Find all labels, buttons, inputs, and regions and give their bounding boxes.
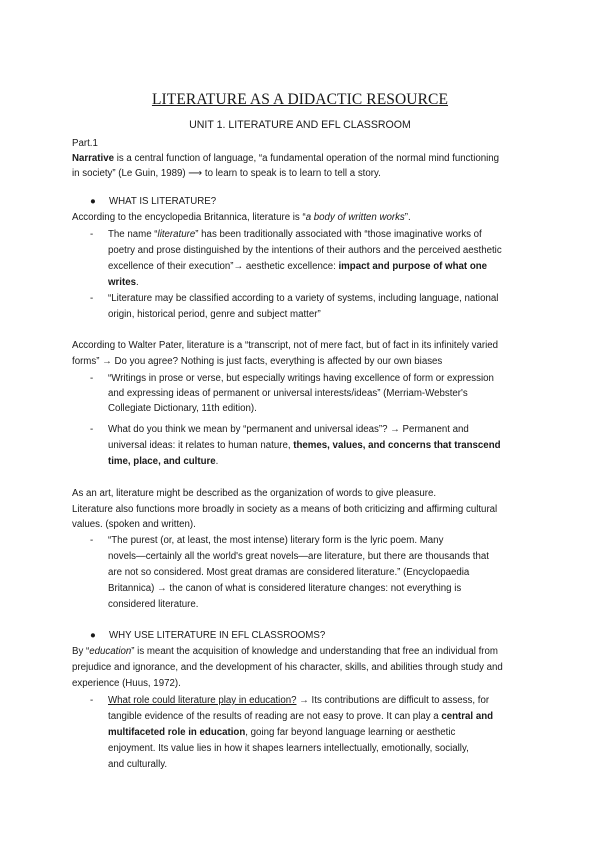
list-item-line: and expressing ideas of permanent or universal interests/ideas” (Merriam-Webster's <box>108 388 468 399</box>
part-label: Part.1 <box>72 138 98 149</box>
bullet-icon: ● <box>90 196 96 207</box>
education-line-3: experience (Huus, 1972). <box>72 678 181 689</box>
intro-line-1 <box>72 153 499 165</box>
list-item-line: writes. <box>108 277 139 288</box>
list-item-line: What do you think we mean by “permanent and universal ideas”? → Permanent and <box>108 424 469 435</box>
art-sentence: As an art, literature might be described as the organization of words to give pleasure. <box>72 488 437 499</box>
list-item-line: multifaceted role in education, going far beyond language learning or aesthetic <box>108 727 456 738</box>
list-item-line: Britannica) → the canon of what is considered literature changes: not everything is <box>108 583 462 594</box>
list-item-line: The name “literature” has been traditionally associated with “those imaginative works of <box>108 229 482 240</box>
dash-marker: - <box>90 293 94 304</box>
list-item-line: and culturally. <box>108 759 168 770</box>
list-item-line: are not so considered. Most great dramas are considered literature.” (Encyclopaedia <box>108 567 470 578</box>
functions-line-2: values. (spoken and written). <box>72 519 196 530</box>
list-item-line: considered literature. <box>108 599 199 610</box>
list-item-line: What role could literature play in education? → Its contributions are difficult to assess, for <box>108 695 490 706</box>
list-item-line: poetry and prose distinguished by the intentions of their authors and the perceived aesthetic <box>108 245 502 256</box>
functions-line-1: Literature also functions more broadly in society as a means of both criticizing and affirming cultural <box>72 504 498 515</box>
list-item-line: origin, historical period, genre and subject matter” <box>108 309 321 320</box>
intro-line-2: in society” (Le Guin, 1989) ⟶ to learn to speak is to learn to tell a story. <box>72 168 381 179</box>
pater-line-2: forms” → Do you agree? Nothing is just facts, everything is affected by our own biases <box>72 356 443 367</box>
dash-marker: - <box>90 535 94 546</box>
education-line-2: prejudice and ignorance, and the development of his character, skills, and abilities through study and <box>72 662 503 673</box>
list-item-line: “Literature may be classified according to a variety of systems, including language, national <box>108 293 499 304</box>
dash-marker: - <box>90 424 94 435</box>
education-line-1: By “education” is meant the acquisition of knowledge and understanding that free an individual from <box>72 646 498 657</box>
dash-marker: - <box>90 373 94 384</box>
bullet-icon: ● <box>90 630 96 641</box>
intro-text-1: is a central function of language, “a fundamental operation of the normal mind functioning <box>114 153 500 164</box>
section-heading-why-use-literature: WHY USE LITERATURE IN EFL CLASSROOMS? <box>109 630 326 641</box>
list-item-line: novels—certainly all the world's great novels—are literature, but there are thousands that <box>108 551 489 562</box>
list-item-line: universal ideas: it relates to human nature, themes, values, and concerns that transcend <box>108 440 501 451</box>
unit-subtitle: UNIT 1. LITERATURE AND EFL CLASSROOM <box>189 119 411 131</box>
list-item-line: “The purest (or, at least, the most intense) literary form is the lyric poem. Many <box>108 535 444 546</box>
document-title: LITERATURE AS A DIDACTIC RESOURCE <box>151 91 449 108</box>
list-item-line: time, place, and culture. <box>108 456 219 467</box>
list-item-line: excellence of their execution”→ aesthetic excellence: impact and purpose of what one <box>108 261 488 272</box>
dash-marker: - <box>90 229 94 240</box>
britannica-definition: According to the encyclopedia Britannica, literature is “a body of written works”. <box>72 212 411 223</box>
list-item-line: tangible evidence of the results of reading are not easy to prove. It can play a central and <box>108 711 494 722</box>
list-item-line: Collegiate Dictionary, 11th edition). <box>108 403 257 414</box>
role-question: What role could literature play in education? <box>108 695 297 706</box>
pater-line-1: According to Walter Pater, literature is a “transcript, not of mere fact, but of fact in its infinitely varied <box>72 340 499 351</box>
dash-marker: - <box>90 695 94 706</box>
section-heading-what-is-literature: WHAT IS LITERATURE? <box>109 196 217 207</box>
list-item-line: enjoyment. Its value lies in how it shapes learners intellectually, emotionally, socially, <box>108 743 469 754</box>
narrative-term: Narrative <box>72 153 115 164</box>
list-item-line: “Writings in prose or verse, but especially writings having excellence of form or expression <box>108 373 494 384</box>
